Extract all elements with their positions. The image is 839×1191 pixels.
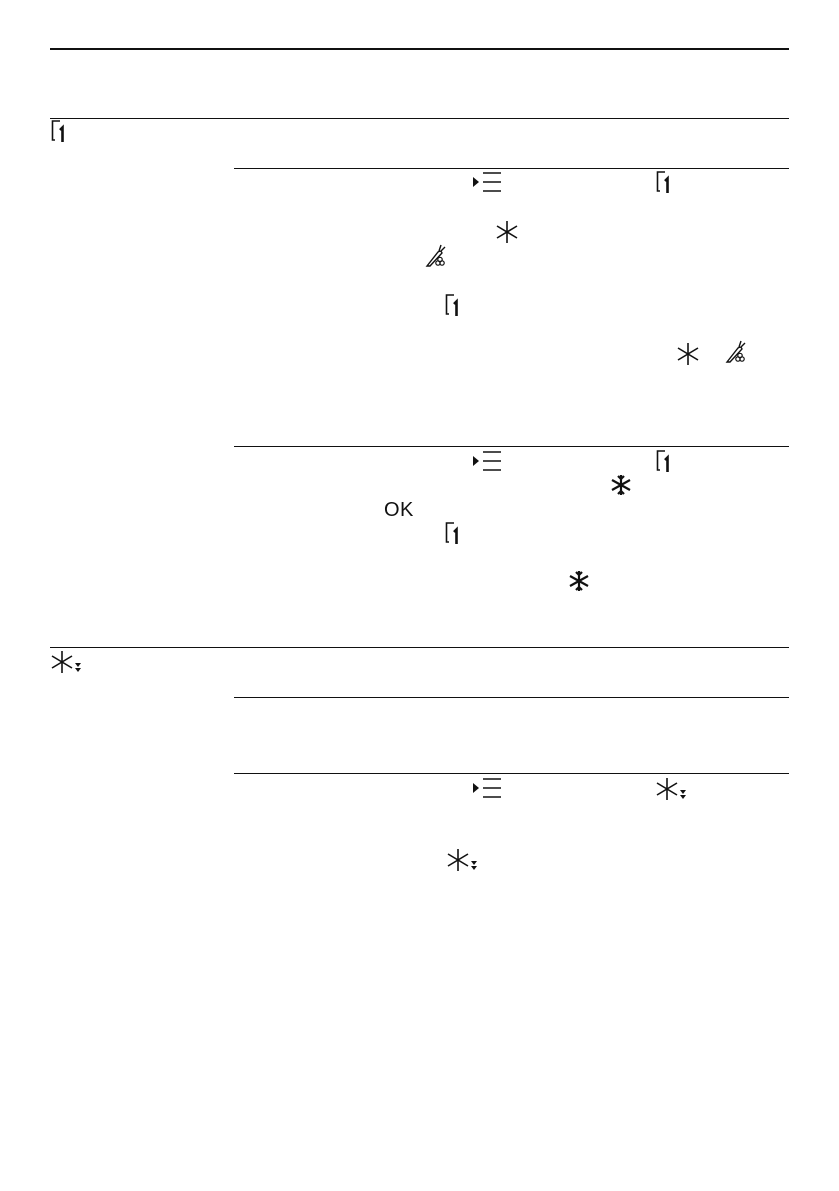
section-divider <box>50 118 789 119</box>
ok-label: OK <box>384 499 414 521</box>
carrot-icon <box>425 244 447 268</box>
door-one-icon <box>655 450 671 474</box>
header-rule <box>50 48 789 50</box>
menu-icon <box>472 450 502 474</box>
star-icon <box>676 342 700 366</box>
snowflake-icon <box>567 569 591 593</box>
door-one-icon <box>655 171 671 195</box>
door-one-icon <box>444 294 460 318</box>
row-divider <box>234 697 789 698</box>
row-divider <box>234 773 789 774</box>
star-icon <box>495 220 519 244</box>
row-divider <box>234 446 789 447</box>
carrot-icon <box>725 340 747 364</box>
super-freeze-icon <box>446 848 480 872</box>
section-divider <box>50 647 789 648</box>
door-one-icon <box>444 522 460 546</box>
row-divider <box>234 168 789 169</box>
snowflake-icon <box>609 473 633 497</box>
super-freeze-icon <box>655 777 689 801</box>
menu-icon <box>472 777 502 801</box>
super-freeze-icon <box>50 650 84 674</box>
door-one-icon <box>50 120 66 144</box>
menu-icon <box>472 171 502 195</box>
